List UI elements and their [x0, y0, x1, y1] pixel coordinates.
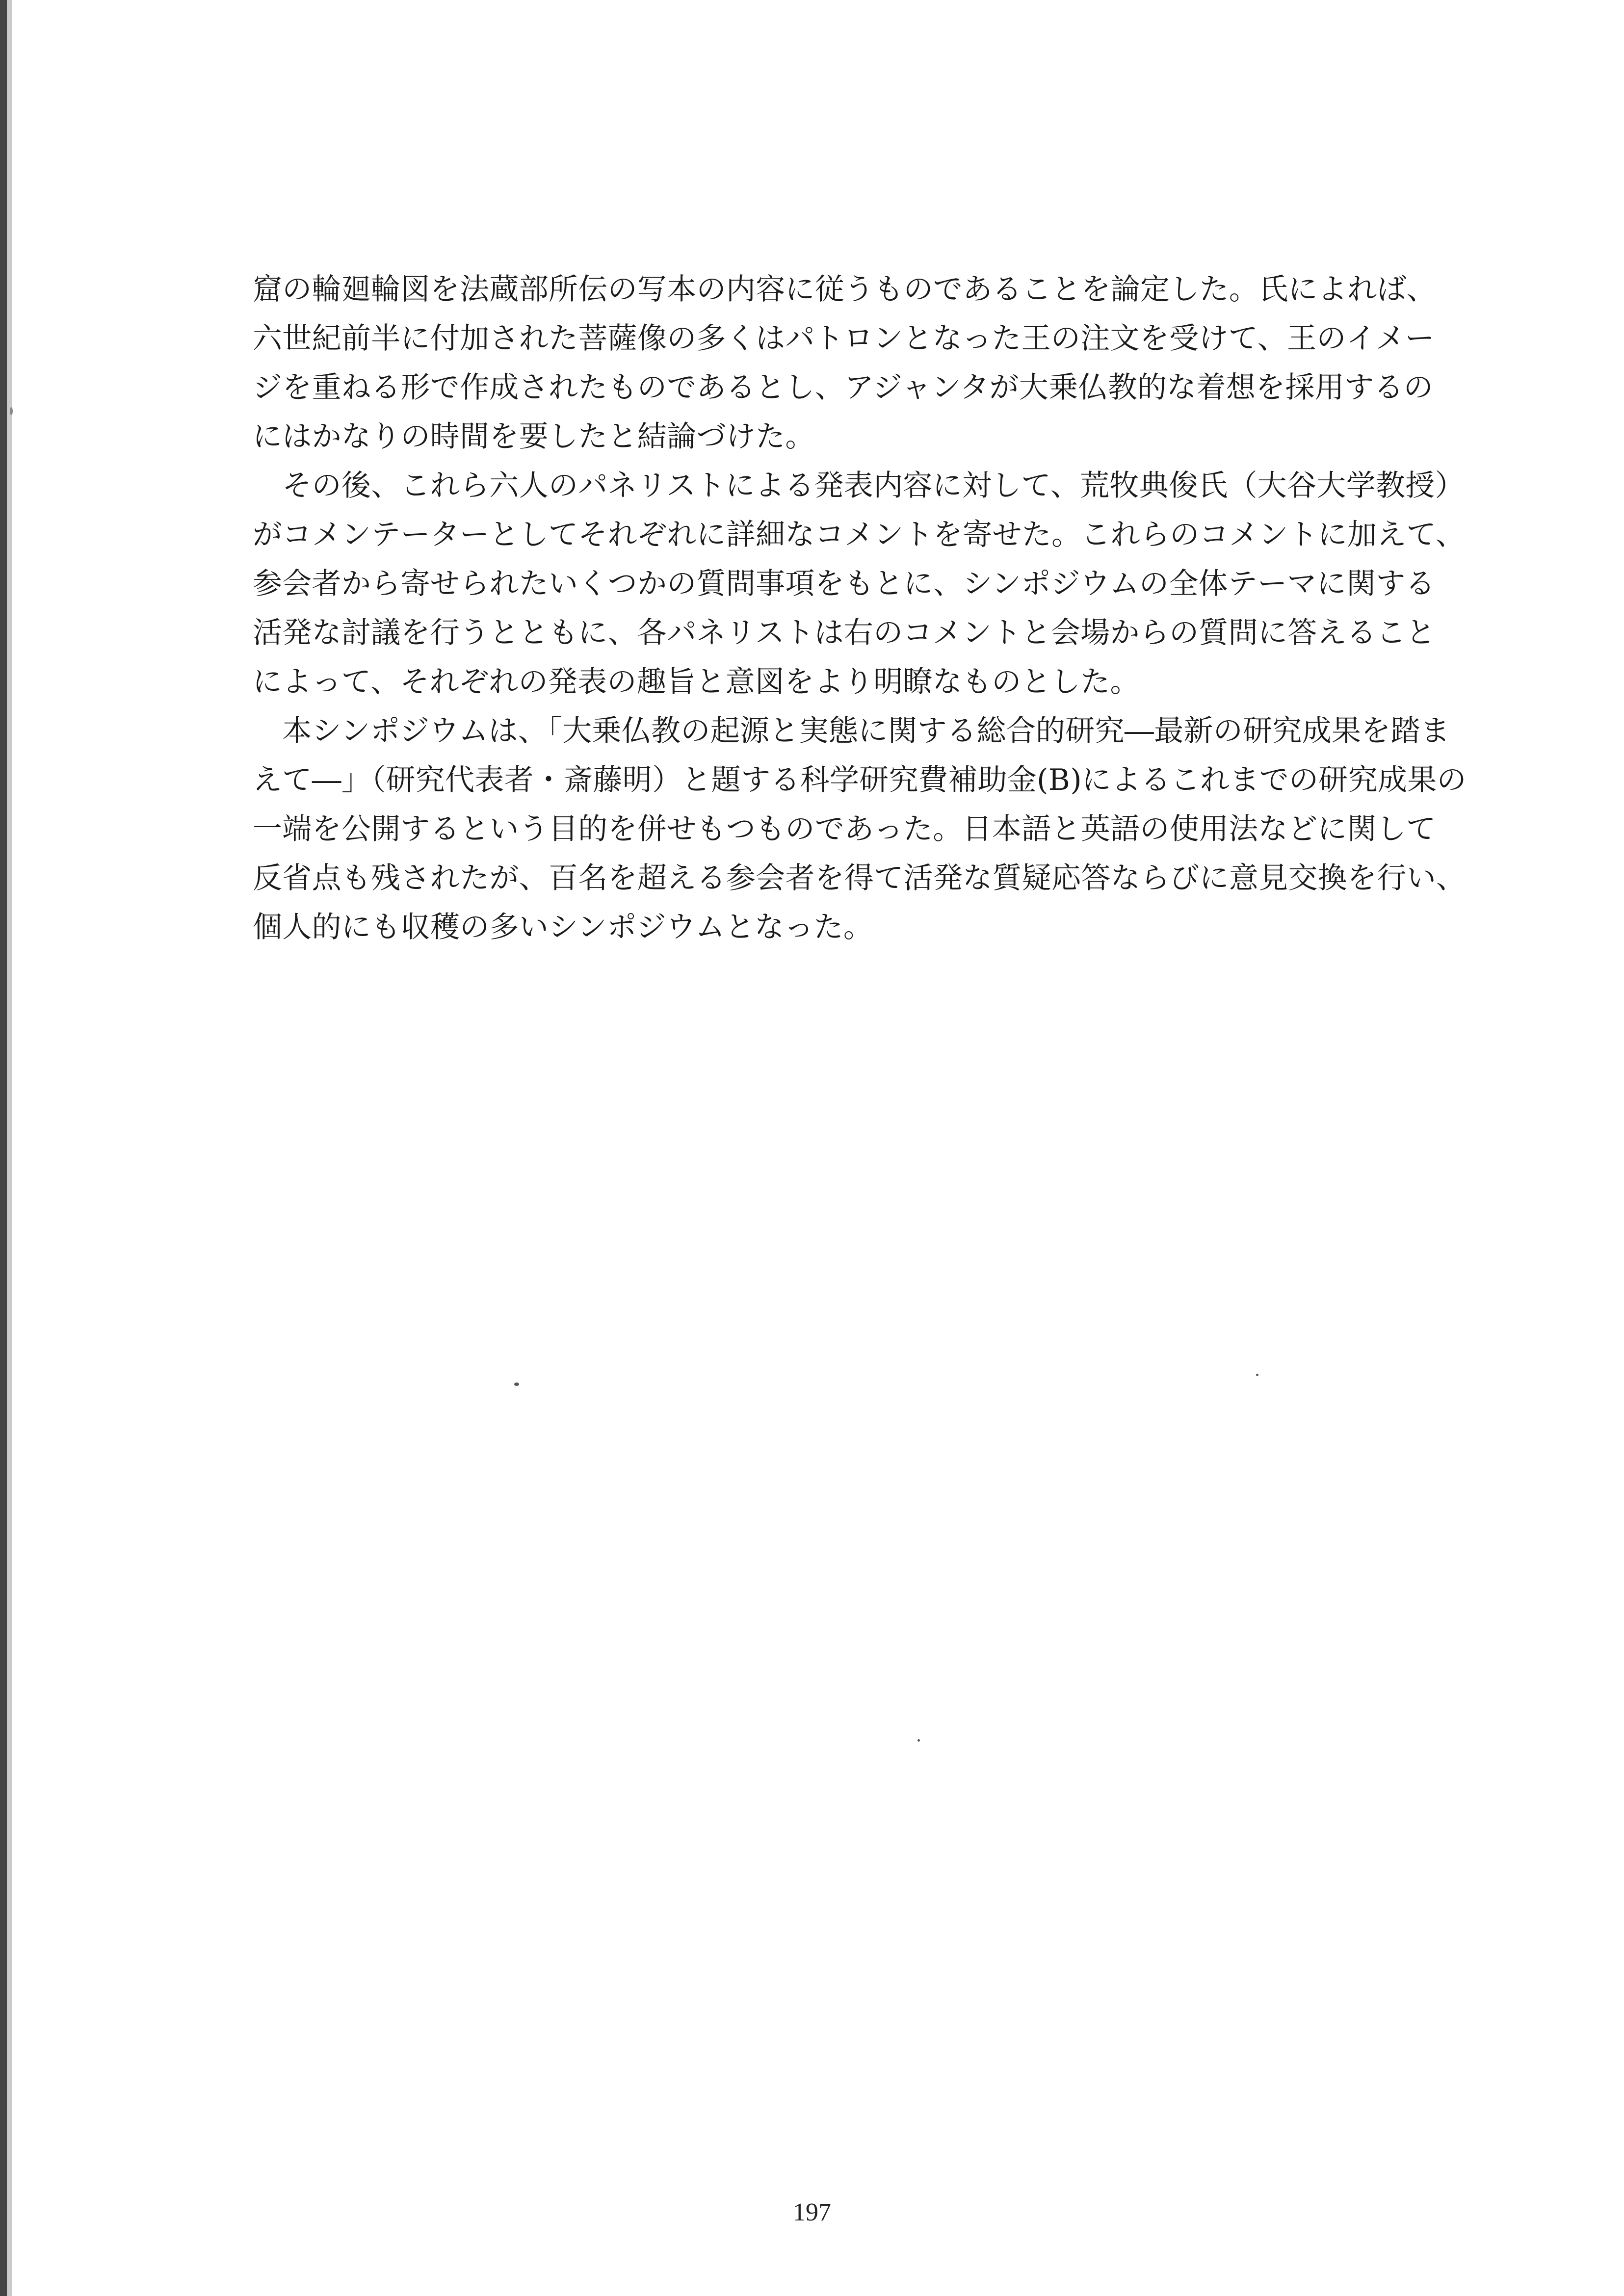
text-line: がコメンテーターとしてそれぞれに詳細なコメントを寄せた。これらのコメントに加えて、	[253, 518, 1466, 552]
scan-speck	[514, 1383, 519, 1386]
text-line: 本シンポジウムは、「大乗仏教の起源と実態に関する総合的研究―最新の研究成果を踏ま	[253, 714, 1450, 748]
text-line: 活発な討議を行うとともに、各パネリストは右のコメントと会場からの質問に答えること	[253, 616, 1436, 650]
scan-speck	[1256, 1374, 1258, 1376]
text-line: えて―」（研究代表者・斎藤明）と題する科学研究費補助金(B)によるこれまでの研究成果の	[253, 763, 1467, 797]
text-line: によって、それぞれの発表の趣旨と意図をより明瞭なものとした。	[253, 665, 1140, 699]
text-line: 窟の輪廻輪図を法蔵部所伝の写本の内容に従うものであることを論定した。氏によれば、	[253, 272, 1436, 307]
text-line: 六世紀前半に付加された菩薩像の多くはパトロンとなった王の注文を受けて、王のイメー	[253, 321, 1435, 356]
scan-speck	[917, 1739, 920, 1742]
page-number: 197	[793, 2198, 831, 2226]
text-line: 反省点も残されたが、百名を超える参会者を得て活発な質疑応答ならびに意見交換を行い、	[253, 861, 1466, 895]
text-line: 個人的にも収穫の多いシンポジウムとなった。	[253, 910, 873, 944]
text-line: 参会者から寄せられたいくつかの質問事項をもとに、シンポジウムの全体テーマに関する	[253, 567, 1435, 601]
text-line: ジを重ねる形で作成されたものであるとし、アジャンタが大乗仏教的な着想を採用するの	[253, 370, 1433, 405]
text-line: その後、これら六人のパネリストによる発表内容に対して、荒牧典俊氏（大谷大学教授）	[253, 469, 1465, 503]
scan-speck	[10, 407, 13, 415]
binding-shadow	[0, 0, 118, 2296]
text-line: にはかなりの時間を要したと結論づけた。	[253, 419, 815, 454]
text-line: 一端を公開するという目的を併せもつものであった。日本語と英語の使用法などに関して	[253, 812, 1436, 846]
body-text	[253, 265, 1467, 952]
